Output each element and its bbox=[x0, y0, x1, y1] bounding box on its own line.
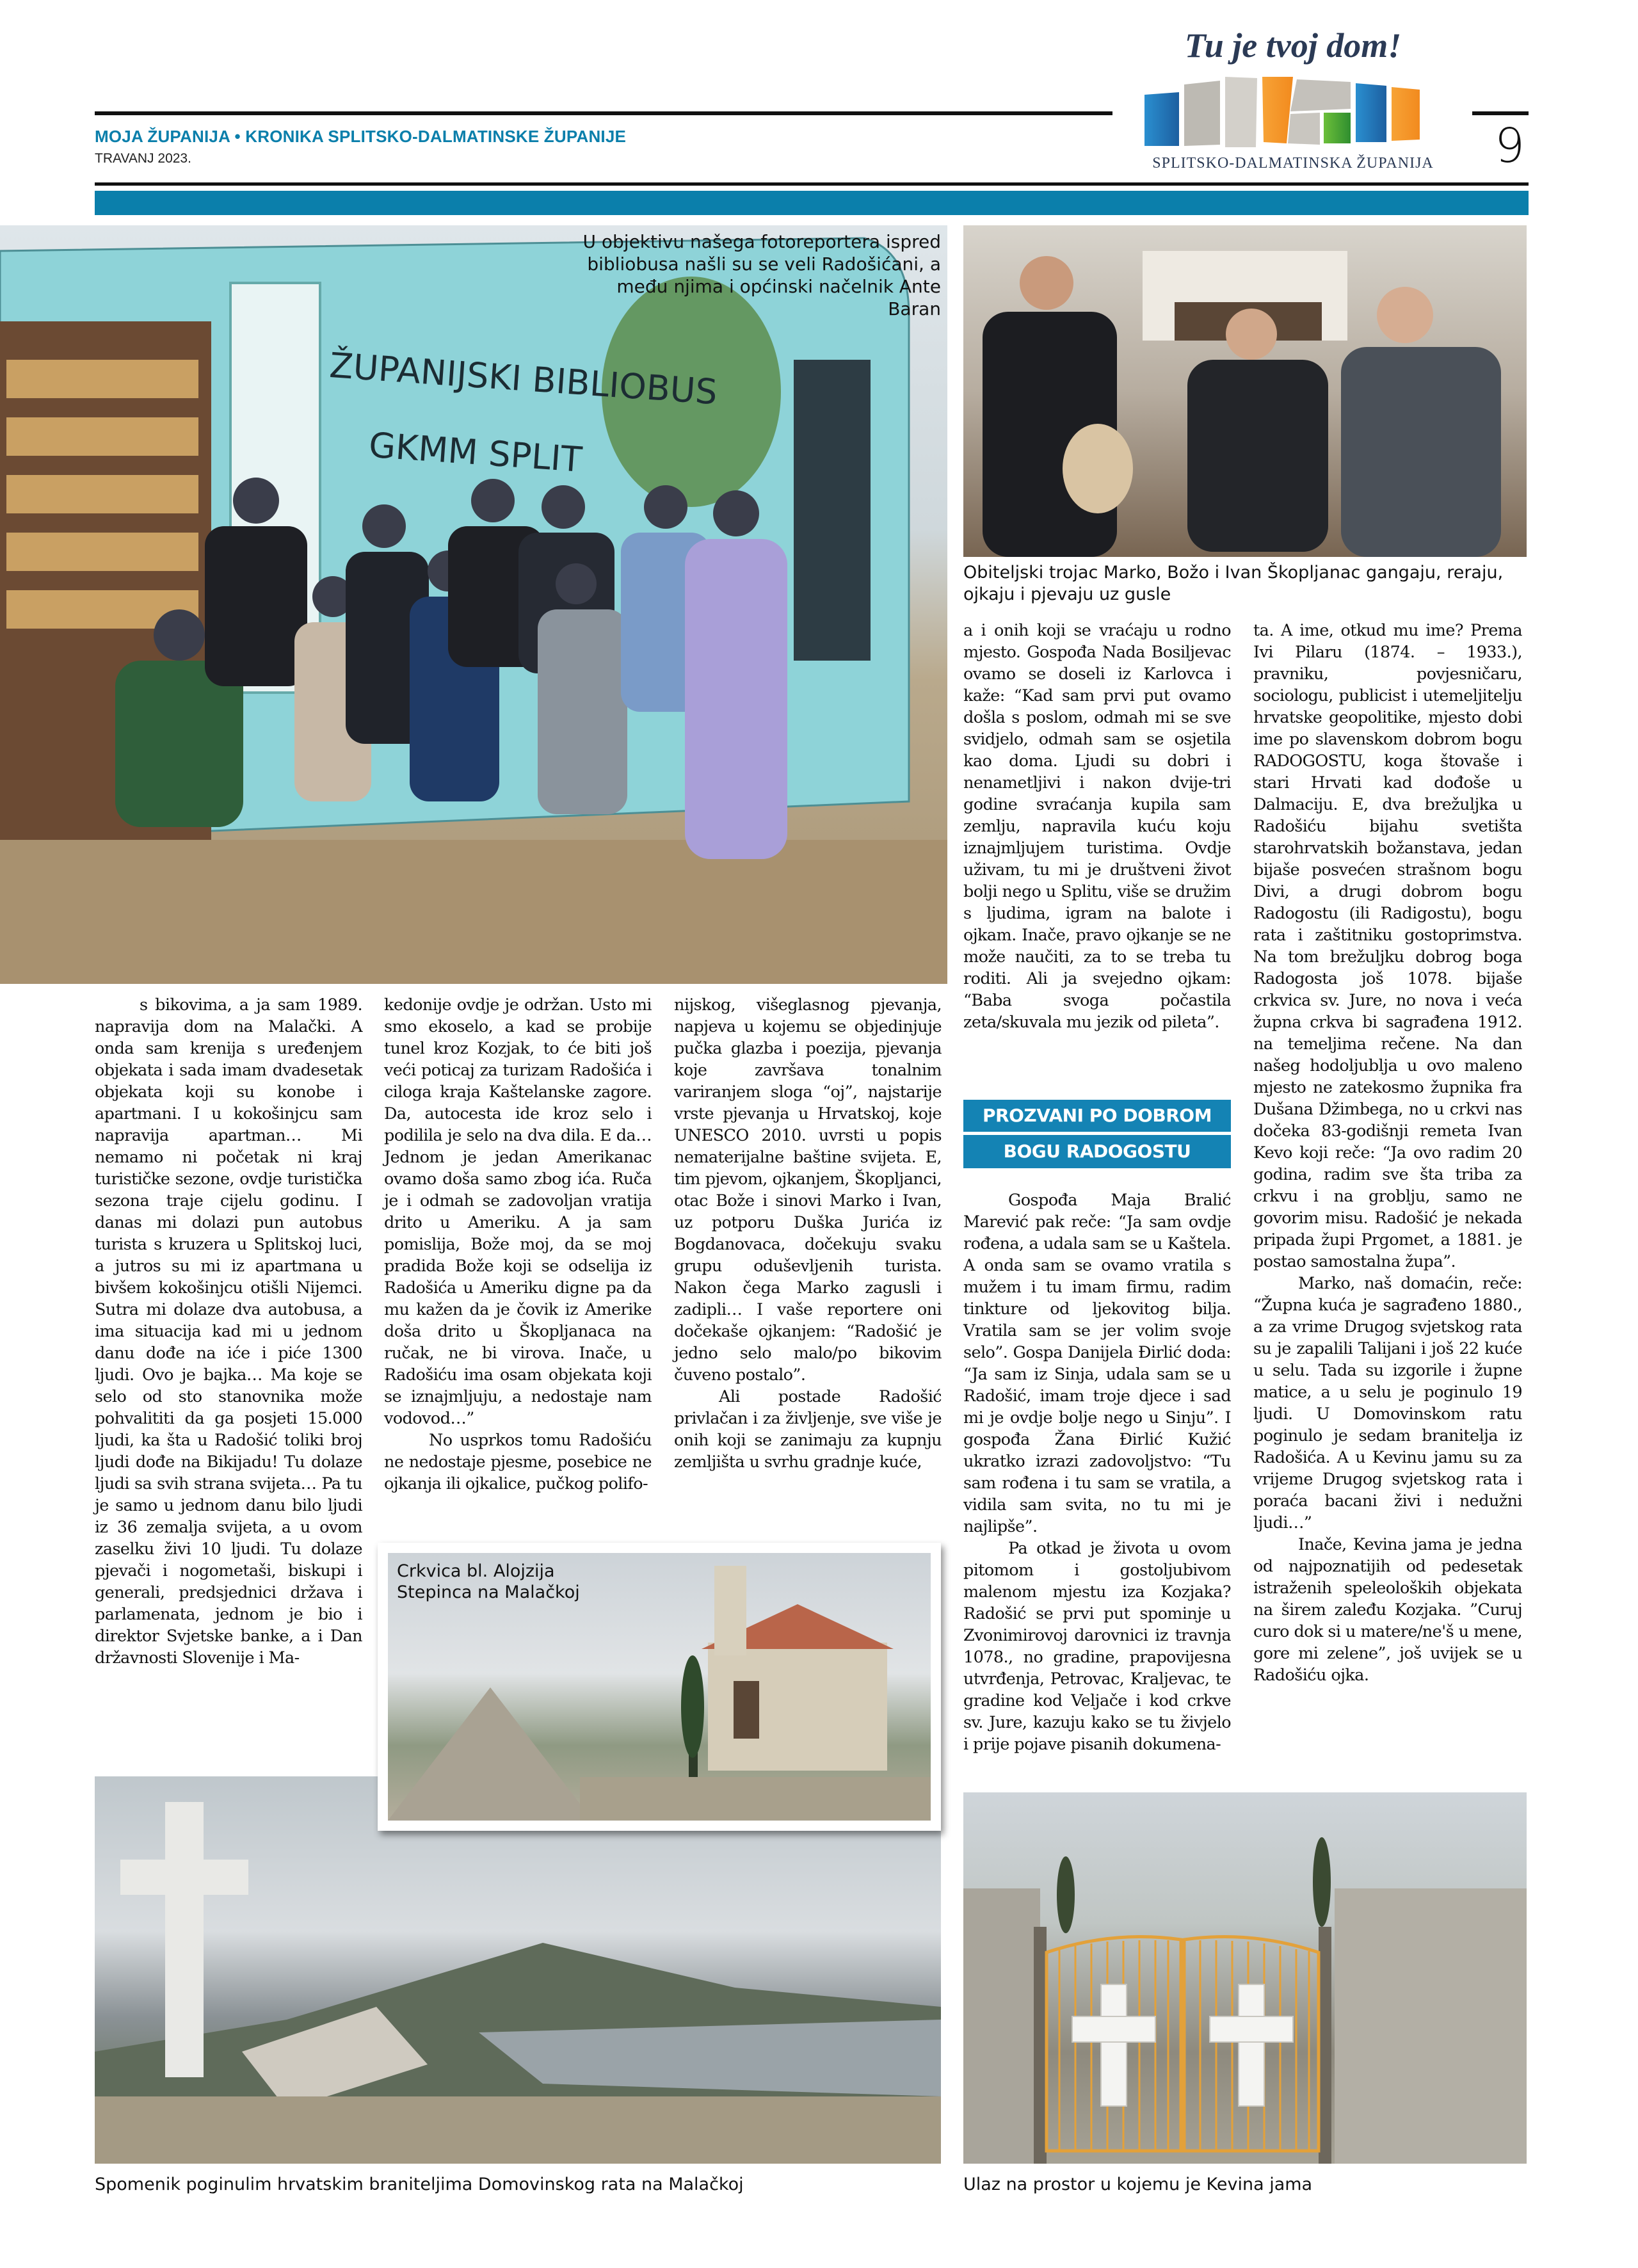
gate-caption: Ulaz na prostor u kojemu je Kevina jama bbox=[963, 2175, 1313, 2194]
article-paragraph: Marko, naš domaćin, reče: “Župna kuća je sagrađeno 1880., a za vrime Drugog svjetskog rata su je zapalili Talijani i još 22 kuće u selu. Tada su izgorile i župne matice, a u selu je poginulo 19 ljudi. U Domovinskom ratu poginulo je sedam branitelja iz Radošića. A u Kevinu jamu su za vrijeme Drugog svjetskog rata i poraća bacani živi i nedužni ljudi…” bbox=[1253, 1274, 1522, 1532]
article-paragraph: kedonije ovdje je održan. Usto mi smo ekoselo, a kad se probije tunel kroz Kozjak, to će biti još veći poticaj za turizam Radošića i ciloga kraja Kaštelanske zagore. Da, autocesta ide kroz selo i podilila je selo na dva dila. E da… Jednom je jedan Amerikanac ovamo doša samo zbog ića. Ruča je i odmah se zadovoljan vratija drito u Ameriku. A ja sam pomislija, Bože moj, da se moj pradida Bože koji se odselija iz Radošića u Ameriku digne pa da mu kažen da je čovik iz Amerike doša drito u Škopljanaca na ručak, ne bi virova. Inače, u Radošiću ima osam objekata koji se iznajmljuju, a nedostaje nam vodovod…” bbox=[384, 995, 652, 1428]
bus-text bbox=[321, 327, 719, 508]
monument-caption: Spomenik poginulim hrvatskim braniteljima Domovinskog rata na Malačkoj bbox=[95, 2175, 744, 2194]
bibliobus-caption: U objektivu našega fotoreportera ispred bibliobusa našli su se veli Radošićani, a među njima i općinski načelnik Ante Baran bbox=[582, 231, 941, 319]
bus-text-line1: ŽUPANIJSKI BIBLIOBUS bbox=[328, 345, 719, 413]
header-bottom-rule bbox=[95, 182, 1529, 186]
article-column-5 bbox=[1253, 620, 1522, 1686]
article-column-1 bbox=[95, 994, 362, 1669]
article-paragraph: Gospođa Maja Bralić Marević pak reče: “Ja sam ovdje rođena, a udala sam se u Kaštela. A onda sam se ovamo vratila s mužem i tu imam firmu, radim tinkture od ljekovitog bilja. Vratila sam se jer volim svoje selo”. Gospa Danijela Đirlić doda: “Ja sam iz Sinja, udala sam se u Radošić, imam troje djece i sad mi je ovdje bolje nego u Sinju”. I gospođa Žana Đirlić Kužić ukratko izrazi zadovoljstvo: “Tu sam rođena i tu sam se vratila, a vidila sam svita, no tu mi je najlipše”. bbox=[963, 1191, 1231, 1536]
header-top-rule bbox=[95, 111, 1112, 115]
county-logo bbox=[1114, 19, 1472, 179]
section-kicker: MOJA ŽUPANIJA • KRONIKA SPLITSKO-DALMATINSKE ŽUPANIJE bbox=[95, 127, 627, 146]
bibliobus-photo bbox=[0, 225, 947, 984]
article-column-4-top bbox=[963, 620, 1231, 1033]
gate-illustration bbox=[963, 1792, 1527, 2164]
chapel-photo-image bbox=[388, 1553, 931, 1821]
subheading-line-1: PROZVANI PO DOBROM bbox=[963, 1100, 1231, 1132]
issue-date: TRAVANJ 2023. bbox=[95, 151, 191, 166]
logo-county-name: SPLITSKO-DALMATINSKA ŽUPANIJA bbox=[1152, 155, 1434, 172]
article-paragraph: Inače, Kevina jama je jedna od najpoznatijih od pedesetak istraženih speleoloških objekata na širem zaleđu Kozjaka. ”Curuj curo dok si u matere/ne'š u mene, gore mi zelene”, još uvijek se u Radošiću ojka. bbox=[1253, 1535, 1522, 1685]
logo-slogan: Tu je tvoj dom! bbox=[1184, 26, 1402, 65]
gate-photo bbox=[963, 1792, 1527, 2164]
singers-caption: Obiteljski trojac Marko, Božo i Ivan Škopljanac gangaju, reraju, ojkaju i pjevaju uz gusle bbox=[963, 563, 1504, 604]
article-paragraph: a i onih koji se vraćaju u rodno mjesto. Gospođa Nada Bosiljevac ovamo se doseli iz Karlovca i kaže: “Kad sam prvi put ovamo došla s poslom, odmah mi se sve svidjelo, odmah sam se osjetila kao doma. Ljudi su dobri i nenametljivi i nakon dvije-tri godine svraćanja kupila sam zemlju, napravila kuću koju iznajmljujem turistima. Ovdje uživam, tu mi je društveni život bolji nego u Splitu, više se družim s ljudima, igram na balote i ojkam. Inače, pravo ojkanje se ne može naučiti, za to se treba tu roditi. Ali ja svejedno ojkam: “Baba svoga počastila zeta/skuvala mu jezik od pileta”. bbox=[963, 621, 1231, 1032]
article-column-3 bbox=[674, 994, 942, 1473]
article-paragraph: ta. A ime, otkud mu ime? Prema Ivi Pilaru (1874. – 1933.), pravniku, povjesničaru, sociologu, publicist i utemeljitelju hrvatske geopolitike, mjesto dobi ime po slavenskom dobrom bogu RADOGOSTU, koga štovaše i stari Hrvati kad dođoše u Dalmaciju. E, dva brežuljka u Radošiću bijahu svetišta starohrvatskih božanstava, jedan bijaše posvećen strašnom bogu Divi, a drugi dobrom bogu Radogostu (ili Radigostu), bogu rata i zaštitniku gostoprimstva. Na tom brežuljku dobrog boga Radogosta još 1078. bijaše crkvica sv. Jure, no nova i veća župna crkva bi sagrađena 1912. na temeljima rečene. Na dan našeg hodoljublja u ovo maleno mjesto ne zatekosmo župnika fra Dušana Džimbega, no u crkvi nas dočeka 83-godišnji remeta Ivan Kevo koji reče: “Ja ovo radim 20 godina, radim sve šta triba za crkvu i na groblju, samo ne govorim misu. Radošić je nekada pripada župi Prgomet, a 1881. je postao samostalna župa”. bbox=[1253, 621, 1522, 1271]
logo-blocks-icon bbox=[1139, 76, 1447, 151]
bus-text-line2: GKMM SPLIT bbox=[367, 424, 584, 480]
article-paragraph: No usprkos tomu Radošiću ne nedostaje pjesme, posebice ne ojkanja ili ojkalice, pučkog polifo- bbox=[384, 1431, 652, 1493]
singers-illustration bbox=[963, 225, 1527, 557]
singers-photo bbox=[963, 225, 1527, 557]
article-paragraph: nijskog, višeglasnog pjevanja, napjeva u kojemu se objedinjuje pučka glazba i poezija, pjevanja koje završava tonalnim variranjem sloga “oj”, najstarije vrste pjevanja u Hrvatskoj, koje UNESCO 2010. uvrsti u popis nematerijalne baštine svijeta. E, tim pjevom, ojkanjem, Škopljanci, otac Bože i sinovi Marko i Ivan, uz potporu Duška Jurića iz Bogdanovaca, dočekuju svaku grupu oduševljenih turista. Nakon čega Marko zagusli i zadipli… I vaše reportere oni dočekaše ojkanjem: “Radošić je jedno selo malo/po bikovim čuveno postalo”. bbox=[674, 995, 942, 1385]
page-number: 9 bbox=[1495, 118, 1525, 173]
subheading-line-2: BOGU RADOGOSTU bbox=[963, 1135, 1231, 1168]
header-blue-bar bbox=[95, 191, 1529, 215]
monument-illustration bbox=[95, 1776, 941, 2164]
header-top-rule-right bbox=[1472, 111, 1529, 115]
chapel-caption: Crkvica bl. Alojzija Stepinca na Malačkoj bbox=[397, 1561, 580, 1602]
chapel-photo bbox=[378, 1543, 941, 1831]
article-paragraph: Pa otkad je života u ovom pitomom i gostoljubivom malenom mjestu iza Kozjaka? Radošić se prvi put spominje u Zvonimirovoj darovnici iz travnja 1078., no gradine, prapovijesna utvrđenja, Petrovac, Kraljevac, te gradine kod Veljače i kod crkve sv. Jure, kazuju kako se tu živjelo i prije pojave pisanih dokumena- bbox=[963, 1539, 1231, 1754]
article-column-2 bbox=[384, 994, 652, 1495]
article-column-4-bottom bbox=[963, 1189, 1231, 1755]
article-paragraph: s bikovima, a ja sam 1989. napravija dom na Malački. A onda sam krenija s uređenjem objekata i sada imam dvadesetak objekata koji su konobe i apartmani. I u kokošinjcu sam napravija apartman… Mi nemamo ni početak ni kraj turističke sezone, ovdje turistička sezona traje cijelu godinu. I danas mi dolazi pun autobus turista s kruzera u Splitskoj luci, a jutros su mi iz apartmana u bivšem kokošinjcu otišli Nijemci. Sutra mi dolaze dva autobusa, a ima situacija kad mi u jednom danu dođe na iće i piće 1300 ljudi. Ovo je bajka… Ma koje se selo od sto stanovnika može pohvalititi da ga posjeti 15.000 ljudi, ka šta u Radošić toliki broj ljudi dođe na Bikijadu! Tu dolaze ljudi sa svih strana svijeta… Pa tu je samo u jednom danu bilo ljudi iz 36 zemalja svijeta, a u ovom zaselku živi 10 ljudi. Tu dolaze pjevači i nogometaši, biskupi i generali, predsjednici država i parlamenata, jednom je bio i direktor Svjetske banke, a i Dan državnosti Slovenije i Ma- bbox=[95, 995, 362, 1668]
monument-photo bbox=[95, 1776, 941, 2164]
article-paragraph: Ali postade Radošić privlačan i za življenje, sve više je onih koji se zanimaju za kupnju zemljišta u svrhu gradnje kuće, bbox=[674, 1387, 942, 1472]
